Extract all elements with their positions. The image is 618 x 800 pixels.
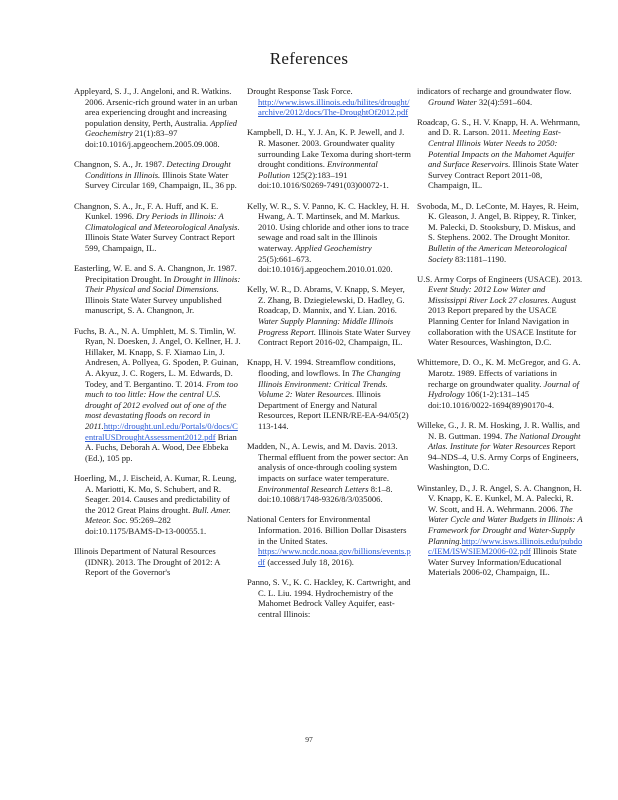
reference-entry	[247, 357, 411, 431]
reference-source-title: Detecting Drought Conditions in Illinois.	[85, 159, 231, 180]
reference-text: Svoboda, M., D. LeConte, M. Hayes, R. Heim, K. Gleason, J. Angel, B. Rippey, R. Tinker, M. Palecki, D. Stooksbury, D. Miskus, and S. Stephens. 2002. The Drought Monitor.	[417, 200, 579, 243]
reference-text: Report 94–NDS–4, U.S. Army Corps of Engineers, Washington, D.C.	[428, 441, 579, 473]
reference-text: Whittemore, D. O., K. M. McGregor, and G. A. Marotz. 1989. Effects of variations in recharge on groundwater quality.	[417, 357, 581, 389]
reference-text: Willeke, G., J. R. M. Hosking, J. R. Wallis, and N. B. Guttman. 1994.	[417, 420, 580, 441]
reference-text: Madden, N., A. Lewis, and M. Davis. 2013. Thermal effluent from the power sector: An analysis of once-through cooling system impacts on surface water temperature.	[247, 441, 409, 483]
reference-entry	[417, 357, 583, 410]
reference-entry	[247, 577, 411, 619]
reference-entry	[247, 514, 411, 567]
reference-source-title: Ground Water	[428, 96, 477, 107]
reference-link[interactable]: http://drought.unl.edu/Portals/0/docs/CentralUSDroughtAssessment2012.pdf	[85, 421, 238, 442]
reference-entry	[247, 284, 411, 348]
reference-source-title: Drought in Illinois: Their Physical and Social Dimensions.	[85, 273, 241, 295]
reference-text: Kelly, W. R., S. V. Panno, K. C. Hackley, H. H. Hwang, A. T. Martinsek, and M. Markus. 2010. Using chloride and other ions to trace sewage and road salt in the Illinois waterway.	[247, 200, 410, 253]
reference-source-title: Bulletin of the American Meteorological Society	[428, 242, 567, 264]
reference-entry	[74, 201, 241, 254]
reference-source-title: Water Supply Planning: Middle Illinois Progress Report.	[258, 316, 394, 337]
page-title: References	[269, 49, 349, 68]
reference-text: 8:1–8. doi:10.1088/1748-9326/8/3/035006.	[258, 483, 393, 505]
reference-text: Changnon, S. A., Jr. 1987.	[74, 159, 167, 170]
reference-source-title: The Water Cycle and Water Budgets in Illinois: A Framework for Drought and Water-Supply Planning.	[428, 503, 583, 546]
reference-source-title: Journal of Hydrology	[428, 378, 580, 400]
reference-text: Illinois Department of Energy and Natural Resources, Report ILENR/RE-EA-94/05(2) 113-144.	[258, 389, 409, 431]
reference-source-title: Environmental Pollution	[258, 159, 378, 180]
reference-text: National Centers for Environmental Information. 2016. Billion Dollar Disasters in the United States.	[247, 514, 407, 546]
reference-link[interactable]: https://www.ncdc.noaa.gov/billions/events.pdf	[258, 546, 411, 567]
reference-text: Knapp, H. V. 1994. Streamflow conditions, flooding, and lowflows. In	[247, 357, 396, 379]
reference-text: Appleyard, S. J., J. Angeloni, and R. Watkins. 2006. Arsenic-rich ground water in an urban area experiencing drought and increasing population density, Perth, Australia.	[74, 86, 238, 128]
reference-text: 32(4):591–604.	[476, 96, 533, 107]
reference-entry	[74, 546, 241, 578]
reference-entry	[74, 159, 241, 191]
reference-link[interactable]: http://www.isws.illinois.edu/pubdoc/IEM/ISWSIEM2006-02.pdf	[428, 535, 583, 557]
reference-text: Kelly, W. R., D. Abrams, V. Knapp, S. Meyer, Z. Zhang, B. Dziegielewski, D. Hadley, G. Roadcap, D. Mannix, and Y. Lian. 2016.	[247, 284, 405, 316]
reference-text: Fuchs, B. A., N. A. Umphlett, M. S. Timlin, W. Ryan, N. Doesken, J. Angel, O. Kellner, H. J. Hillaker, M. Knapp, S. F. Xiamao Lin, J. Andresen, A. Pollyea, G. Spoden, P. Guinan, A. Akyuz, J. C. Rogers, L. M. Edwards, D. Todey, and T. Bergantino. T. 2014.	[74, 325, 241, 389]
reference-source-title: Applied Geochemistry	[85, 117, 237, 139]
reference-text: Hoerling, M., J. Eischeid, A. Kumar, R. Leung, A. Mariotti, K. Mo, S. Schubert, and R. Seager. 2014. Causes and predictability of the 2012 Great Plains drought.	[74, 472, 237, 515]
reference-source-title: From too much to too little: How the central U.S. drought of 2012 evolved out of one of the most devastating floods on record in 2011.	[85, 378, 238, 431]
reference-text: 125(2):183–191 doi:10.1016/S0269-7491(03)00072-1.	[258, 169, 389, 191]
reference-entry	[74, 326, 241, 464]
reference-text: 106(1-2):131–145 doi:10.1016/0022-1694(89)90170-4.	[428, 389, 555, 410]
reference-text: Drought Response Task Force.	[247, 86, 353, 96]
references-column-2	[247, 86, 411, 629]
reference-entry	[417, 201, 583, 265]
reference-text: Panno, S. V., K. C. Hackley, K. Cartwright, and C. L. Liu. 1994. Hydrochemistry of the Mahomet Bedrock Valley Aquifer, east-central Illinois:	[247, 576, 411, 619]
reference-text: Changnon, S. A., Jr., F. A. Huff, and K. E. Kunkel. 1996.	[74, 200, 219, 222]
reference-text: Illinois State Water Survey Contract Report 2016-02, Champaign, IL.	[258, 326, 411, 348]
reference-text: August 2013 Report prepared by the USACE Planning Center for Inland Navigation in collaboration with the USACE Institute for Water Resources, Washington, D.C.	[428, 294, 577, 348]
reference-entry	[247, 441, 411, 505]
reference-text: 83:1181–1190.	[452, 253, 507, 264]
reference-text: 21(1):83–97 doi:10.1016/j.apgeochem.2005.09.008.	[85, 128, 220, 149]
reference-text: Winstanley, D., J. R. Angel, S. A. Changnon, H. V. Knapp, K. E. Kunkel, M. A. Palecki, R. W. Scott, and H. A. Wehrmann. 2006.	[417, 482, 582, 514]
reference-entry	[417, 420, 583, 473]
reference-text: (accessed July 18, 2016).	[265, 556, 354, 567]
reference-source-title: The Changing Illinois Environment: Critical Trends. Volume 2: Water Resources.	[258, 368, 401, 400]
reference-entry	[74, 263, 241, 316]
reference-text: Illinois State Water Survey Contract Report 2011-08, Champaign, IL.	[428, 159, 579, 191]
reference-entry	[74, 86, 241, 150]
reference-text: Illinois State Water Survey Circular 169, Champaign, IL, 36 pp.	[85, 169, 237, 191]
reference-entry	[247, 127, 411, 191]
reference-text: Kampbell, D. H., Y. J. An, K. P. Jewell, and J. R. Masoner. 2003. Groundwater quality surrounding Lake Texoma during short-term drought conditions.	[247, 127, 411, 170]
reference-text: Illinois State Water Survey Contract Report 599, Champaign, IL.	[85, 232, 235, 253]
reference-source-title: Bull. Amer. Meteor. Soc.	[85, 504, 231, 526]
references-column-1	[74, 86, 241, 588]
reference-entry	[247, 201, 411, 275]
page-number: 97	[305, 735, 313, 744]
reference-text: Illinois Department of Natural Resources (IDNR). 2013. The Drought of 2012: A Report of the Governor's	[74, 546, 220, 578]
reference-source-title: Dry Periods in Illinois: A Climatological and Meteorological Analysis.	[85, 211, 240, 232]
reference-text: Easterling, W. E. and S. A. Changnon, Jr. 1987. Precipitation Drought. In	[74, 263, 237, 284]
reference-entry	[247, 86, 411, 118]
reference-entry	[417, 274, 583, 348]
reference-entry	[74, 473, 241, 537]
reference-entry	[417, 117, 583, 191]
reference-text: Brian A. Fuchs, Deborah A. Wood, Dee Ebbeka (Ed.), 105 pp.	[85, 431, 237, 463]
reference-text: Illinois State Water Survey unpublished manuscript, S. A. Changnon, Jr.	[85, 294, 222, 316]
reference-text: indicators of recharge and groundwater flow.	[417, 86, 572, 96]
reference-text: 95:269–282 doi:10.1175/BAMS-D-13-00055.1.	[85, 515, 207, 536]
reference-entry	[417, 483, 583, 578]
reference-source-title: Applied Geochemistry	[295, 242, 372, 253]
reference-source-title: Meeting East-Central Illinois Water Needs to 2050: Potential Impacts on the Mahomet Aquifer and Surface Reservoirs.	[428, 127, 575, 170]
reference-text: U.S. Army Corps of Engineers (USACE). 2013.	[417, 273, 583, 284]
reference-text: Illinois State Water Survey Information/Educational Materials 2006-02, Champaign, IL.	[428, 546, 577, 578]
reference-source-title: Event Study: 2012 Low Water and Mississippi River Lock 27 closures.	[428, 284, 550, 305]
reference-source-title: Environmental Research Letters	[258, 483, 369, 494]
reference-source-title: The National Drought Atlas. Institute for Water Resources	[428, 430, 581, 452]
reference-link[interactable]: http://www.isws.illinois.edu/hilites/drought/archive/2012/docs/The-DroughtOf2012.pdf	[258, 96, 410, 118]
reference-text: 25(5):661–673. doi:10.1016/j.apgeochem.2010.01.020.	[258, 253, 393, 275]
reference-text: Roadcap, G. S., H. V. Knapp, H. A. Wehrmann, and D. R. Larson. 2011.	[417, 116, 581, 138]
references-column-3	[417, 86, 583, 588]
reference-entry	[417, 86, 583, 107]
